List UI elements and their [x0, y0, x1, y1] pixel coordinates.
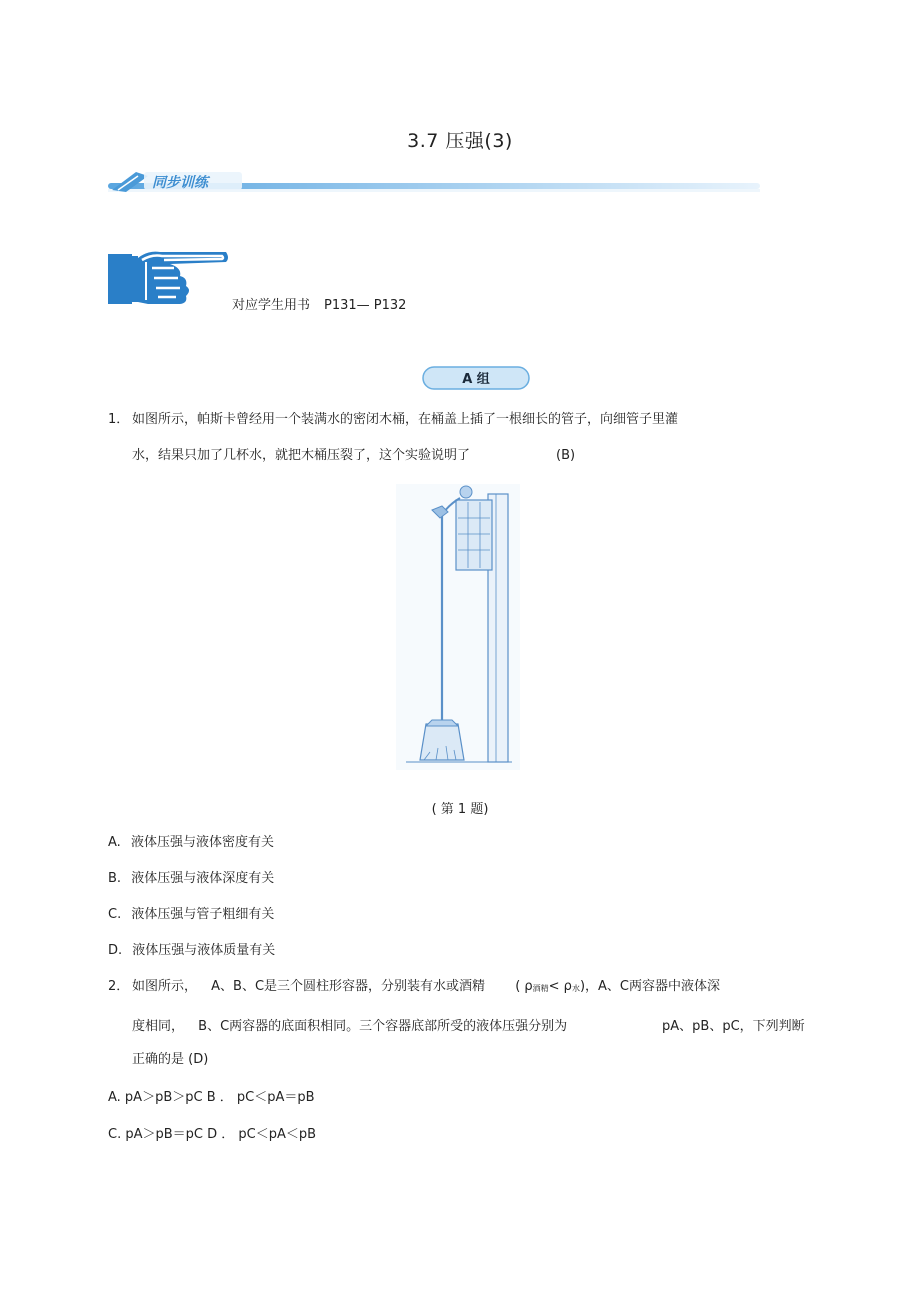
option-letter: A. [108, 835, 121, 850]
q2-line1-b: A、B、C是三个圆柱形容器，分别装有水或酒精 [211, 979, 486, 994]
q2-line3: 正确的是 (D) [132, 1052, 209, 1067]
reference-pages: P131— P132 [324, 298, 407, 313]
q2-option-cd: C. pA＞pB＝pC D ． pC＜pA＜pB [108, 1127, 317, 1142]
q1-option-a [108, 834, 274, 852]
option-letter: C. [108, 907, 122, 922]
q2-option-ab: A. pA＞pB＞pC B ． pC＜pA＝pB [108, 1090, 315, 1105]
q1-option-b [108, 870, 274, 888]
page-title: 3.7 压强(3) [407, 130, 513, 152]
figure-caption: ( 第 1 题) [431, 802, 489, 817]
pascal-barrel-figure [396, 484, 520, 770]
group-label [422, 366, 530, 390]
reference-line [232, 294, 406, 313]
option-letter: B. [108, 871, 122, 886]
q1-line2: 水，结果只加了几杯水，就把木桶压裂了，这个实验说明了 [132, 448, 471, 463]
reference-label: 对应学生用书 [232, 298, 311, 313]
q2-number: 2． [108, 979, 130, 994]
q2-line2 [132, 1018, 567, 1036]
q2-line2-b: B、C两容器的底面积相同。三个容器底部所受的液体压强分别为 [198, 1019, 568, 1034]
option-letter: D. [108, 943, 123, 958]
q1-option-c [108, 906, 274, 924]
q2-line1-a: 如图所示， [132, 979, 198, 994]
banner-graphic [108, 166, 760, 196]
group-label-text: A 组 [462, 372, 490, 387]
option-text: 液体压强与液体密度有关 [130, 835, 274, 850]
pointing-hand-icon [108, 248, 232, 308]
q1-option-d [108, 942, 275, 960]
q2-line1 [132, 978, 720, 998]
section-banner [108, 166, 760, 196]
q2-line1-e: )，A、C两容器中液体深 [579, 979, 720, 994]
banner-label: 同步训练 [152, 175, 208, 191]
option-text: 液体压强与液体质量有关 [132, 943, 276, 958]
q2-sub-water: 水 [571, 984, 580, 993]
q1-number: 1． [108, 412, 130, 427]
q2-sub-alcohol: 酒精 [532, 984, 549, 993]
q2-line1-c: ( ρ [515, 979, 533, 994]
q2-line1-d: < ρ [548, 979, 572, 994]
q1-line1: 如图所示，帕斯卡曾经用一个装满水的密闭木桶，在桶盖上插了一根细长的管子，向细管子里灌 [132, 412, 679, 427]
q2-line2-c: pA、pB、pC，下列判断 [662, 1019, 805, 1034]
q2-line2-a: 度相同， [132, 1019, 185, 1034]
option-text: 液体压强与液体深度有关 [131, 871, 275, 886]
option-text: 液体压强与管子粗细有关 [131, 907, 275, 922]
q1-answer: (B) [556, 448, 576, 463]
